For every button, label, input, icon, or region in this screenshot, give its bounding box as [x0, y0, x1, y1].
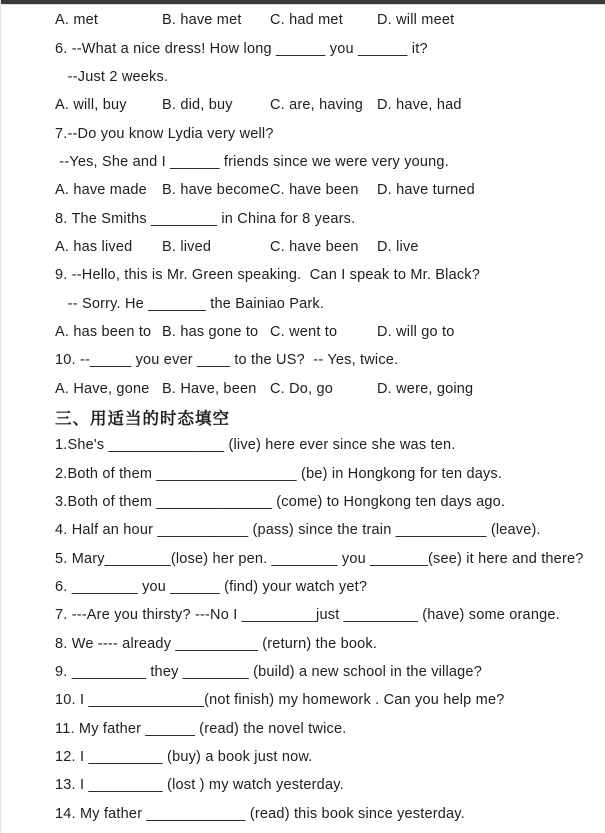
fill-blank-item: 10. I ______________(not finish) my homework . Can you help me? — [55, 692, 505, 709]
mc-option: D. have turned — [377, 182, 475, 199]
mc-option: A. have made — [55, 182, 147, 199]
mc-option: B. lived — [162, 238, 212, 255]
fill-blank-item: 13. I _________ (lost ) my watch yesterday. — [55, 777, 344, 794]
mc-option: D. have, had — [377, 97, 462, 114]
question-line: --Yes, She and I ______ friends since we were very young. — [55, 153, 449, 170]
fill-blank-item: 6. ________ you ______ (find) your watch yet? — [55, 579, 368, 596]
mc-option: C. are, having — [270, 97, 364, 114]
fill-blank-item: 11. My father ______ (read) the novel twice. — [55, 720, 347, 737]
mc-option: A. Have, gone — [55, 380, 150, 397]
fill-blank-item: 9. _________ they ________ (build) a new school in the village? — [55, 664, 482, 681]
mc-option: C. have been — [270, 238, 359, 255]
mc-option: C. Do, go — [270, 380, 334, 397]
mc-option: A. has been to — [55, 323, 152, 340]
fill-blank-item: 12. I _________ (buy) a book just now. — [55, 749, 313, 766]
mc-option: D. will meet — [377, 12, 455, 29]
question-line: 6. --What a nice dress! How long ______ you ______ it? — [55, 40, 428, 57]
fill-blank-item: 4. Half an hour ___________ (pass) since the train ___________ (leave). — [55, 522, 541, 539]
mc-option: B. have met — [162, 12, 242, 29]
mc-options-row — [0, 176, 605, 204]
section-header: 三、用适当的时态填空 — [55, 408, 230, 428]
mc-option: B. have become — [162, 182, 270, 199]
fill-blank-item: 14. My father ____________ (read) this book since yesterday. — [55, 805, 465, 822]
question-line: -- Sorry. He _______ the Bainiao Park. — [55, 295, 325, 312]
fill-blank-item: 2.Both of them _________________ (be) in Hongkong for ten days. — [55, 465, 503, 482]
mc-option: B. Have, been — [162, 380, 257, 397]
mc-options-row — [0, 233, 605, 261]
fill-blank-item: 3.Both of them ______________ (come) to Hongkong ten days ago. — [55, 494, 506, 511]
mc-options-row — [0, 91, 605, 119]
mc-option: D. were, going — [377, 380, 474, 397]
mc-option: A. will, buy — [55, 97, 127, 114]
question-line: 9. --Hello, this is Mr. Green speaking. Can I speak to Mr. Black? — [55, 267, 481, 284]
question-line: 10. --_____ you ever ____ to the US? -- Yes, twice. — [55, 352, 399, 369]
question-line: 7.--Do you know Lydia very well? — [55, 125, 274, 142]
worksheet-page — [0, 5, 605, 828]
mc-option: D. live — [377, 238, 419, 255]
mc-option: B. has gone to — [162, 323, 259, 340]
question-line: 8. The Smiths ________ in China for 8 years. — [55, 210, 356, 227]
mc-options-row — [0, 318, 605, 346]
question-line: --Just 2 weeks. — [55, 68, 169, 85]
mc-options-row — [0, 6, 605, 34]
mc-option: A. met — [55, 12, 99, 29]
mc-option: C. had met — [270, 12, 343, 29]
mc-option: B. did, buy — [162, 97, 233, 114]
mc-option: C. went to — [270, 323, 338, 340]
fill-blank-item: 8. We ---- already __________ (return) the book. — [55, 635, 378, 652]
fill-blank-item: 7. ---Are you thirsty? ---No I _________just _________ (have) some orange. — [55, 607, 560, 624]
mc-option: A. has lived — [55, 238, 133, 255]
fill-blank-item: 5. Mary________(lose) her pen. ________ you _______(see) it here and there? — [55, 550, 584, 567]
mc-option: D. will go to — [377, 323, 455, 340]
mc-option: C. have been — [270, 182, 359, 199]
fill-blank-item: 1.She's ______________ (live) here ever since she was ten. — [55, 437, 456, 454]
mc-options-row — [0, 374, 605, 402]
